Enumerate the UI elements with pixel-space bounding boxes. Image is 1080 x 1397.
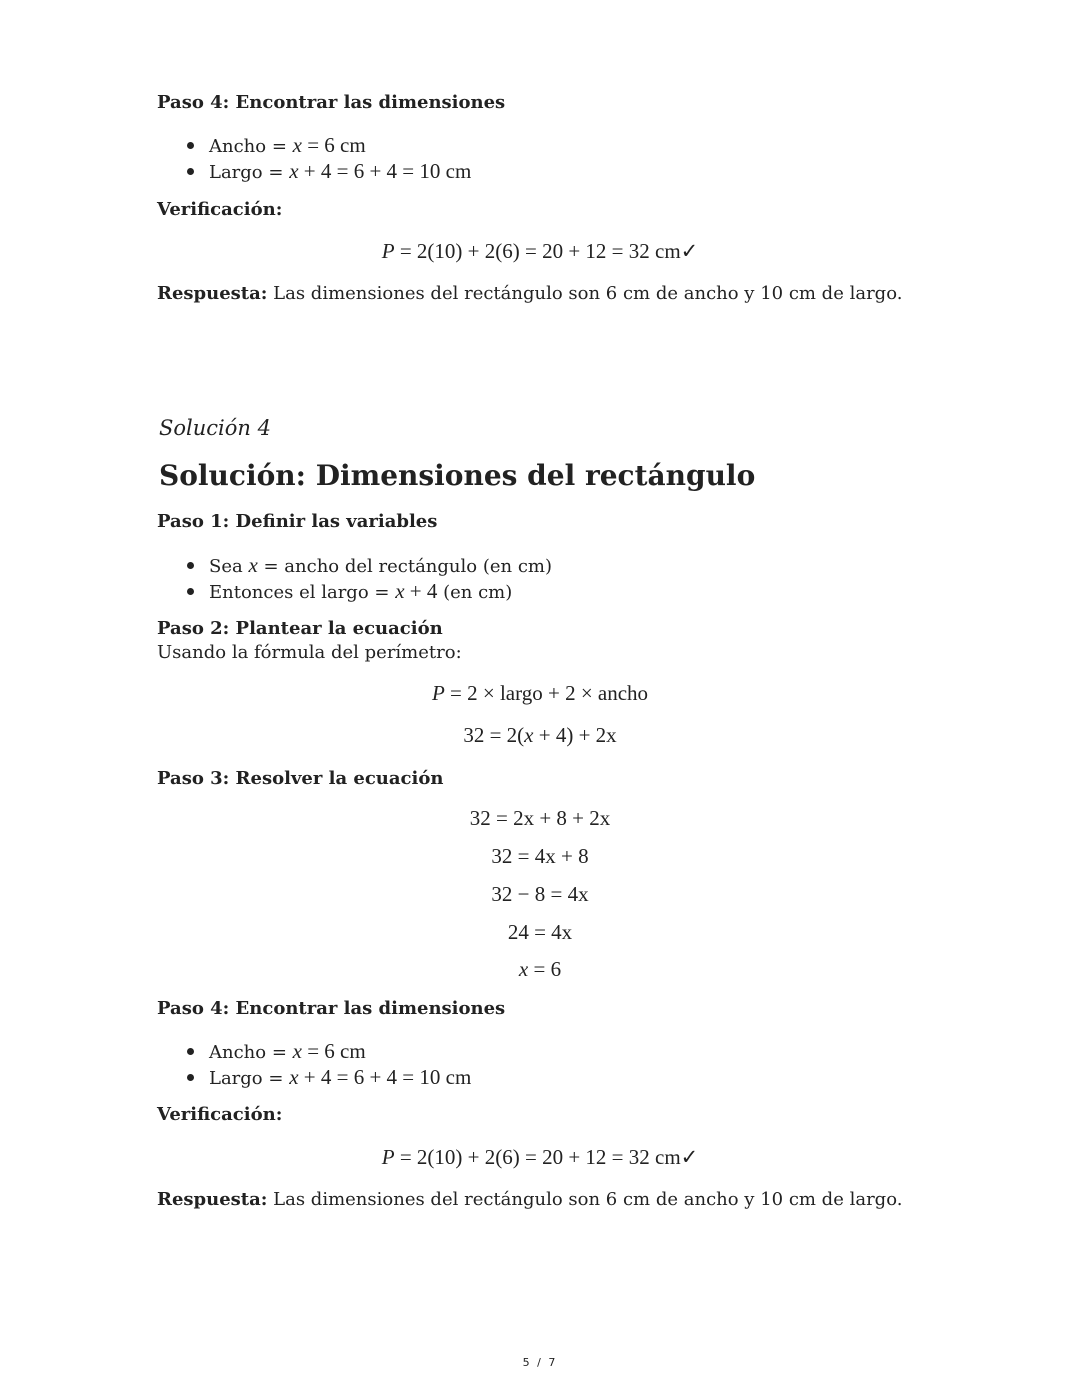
largo-math: x + 4 = 6 + 4 = 10 cm bbox=[289, 159, 472, 183]
solution-title: Solución: Dimensiones del rectángulo bbox=[159, 459, 756, 492]
bullet-icon bbox=[187, 1074, 194, 1081]
item-text: Entonces el largo = bbox=[209, 582, 396, 603]
bullet-icon bbox=[187, 142, 194, 149]
ancho-math: x = 6 cm bbox=[292, 1039, 366, 1063]
verificacion-heading: Verificación: bbox=[157, 1104, 283, 1125]
equation: x = 6 bbox=[518, 957, 562, 981]
paso4-heading: Paso 4: Encontrar las dimensiones bbox=[157, 998, 506, 1019]
paso1-heading: Paso 1: Definir las variables bbox=[157, 511, 438, 532]
bullet-icon bbox=[187, 168, 194, 175]
paso3-heading: Paso 3: Resolver la ecuación bbox=[157, 768, 444, 789]
item-text: = ancho del rectángulo (en cm) bbox=[257, 556, 552, 577]
respuesta-text: Las dimensiones del rectángulo son 6 cm de ancho y 10 cm de largo. bbox=[267, 1189, 903, 1210]
item-math: x bbox=[248, 553, 258, 577]
item-text: Sea bbox=[209, 556, 249, 577]
equation: 32 = 2(x + 4) + 2x bbox=[463, 723, 617, 747]
solution-label: Solución 4 bbox=[159, 416, 271, 440]
list-item bbox=[187, 133, 471, 159]
bullet-icon bbox=[187, 588, 194, 595]
bullet-icon bbox=[187, 1048, 194, 1055]
list-item bbox=[187, 159, 471, 185]
largo-label: Largo = bbox=[209, 162, 290, 183]
paso2-heading: Paso 2: Plantear la ecuación bbox=[157, 618, 443, 639]
list-item bbox=[187, 1065, 471, 1091]
respuesta-text: Las dimensiones del rectángulo son 6 cm de ancho y 10 cm de largo. bbox=[267, 283, 903, 304]
largo-math: x + 4 = 6 + 4 = 10 cm bbox=[289, 1065, 472, 1089]
bullet-icon bbox=[187, 562, 194, 569]
verificacion-equation-top: P = 2(10) + 2(6) = 20 + 12 = 32 cm✓ bbox=[381, 239, 699, 263]
equation: 32 = 2x + 8 + 2x bbox=[469, 806, 611, 830]
dimensions-list-top bbox=[187, 133, 471, 185]
item-math: x + 4 bbox=[395, 579, 438, 603]
list-item bbox=[187, 1039, 471, 1065]
equation: 32 = 4x + 8 bbox=[491, 844, 589, 868]
paso4-heading-top: Paso 4: Encontrar las dimensiones bbox=[157, 92, 506, 113]
ancho-math: x = 6 cm bbox=[292, 133, 366, 157]
equation: 32 − 8 = 4x bbox=[491, 882, 589, 906]
respuesta-paragraph bbox=[157, 1189, 902, 1210]
verificacion-equation: P = 2(10) + 2(6) = 20 + 12 = 32 cm✓ bbox=[381, 1145, 699, 1169]
ancho-label: Ancho = bbox=[209, 1042, 293, 1063]
respuesta-label: Respuesta: bbox=[157, 1189, 268, 1210]
equation: P = 2 × largo + 2 × ancho bbox=[431, 681, 649, 705]
page-number: 5 / 7 bbox=[522, 1356, 558, 1369]
verificacion-heading-top: Verificación: bbox=[157, 199, 283, 220]
list-item bbox=[187, 553, 552, 579]
dimensions-list bbox=[187, 1039, 471, 1091]
largo-label: Largo = bbox=[209, 1068, 290, 1089]
item-text: (en cm) bbox=[437, 582, 513, 603]
ancho-label: Ancho = bbox=[209, 136, 293, 157]
variables-list bbox=[187, 553, 552, 605]
respuesta-label: Respuesta: bbox=[157, 283, 268, 304]
paso2-text: Usando la fórmula del perímetro: bbox=[157, 642, 462, 663]
respuesta-paragraph-top bbox=[157, 283, 902, 304]
list-item bbox=[187, 579, 552, 605]
equation: 24 = 4x bbox=[507, 920, 573, 944]
